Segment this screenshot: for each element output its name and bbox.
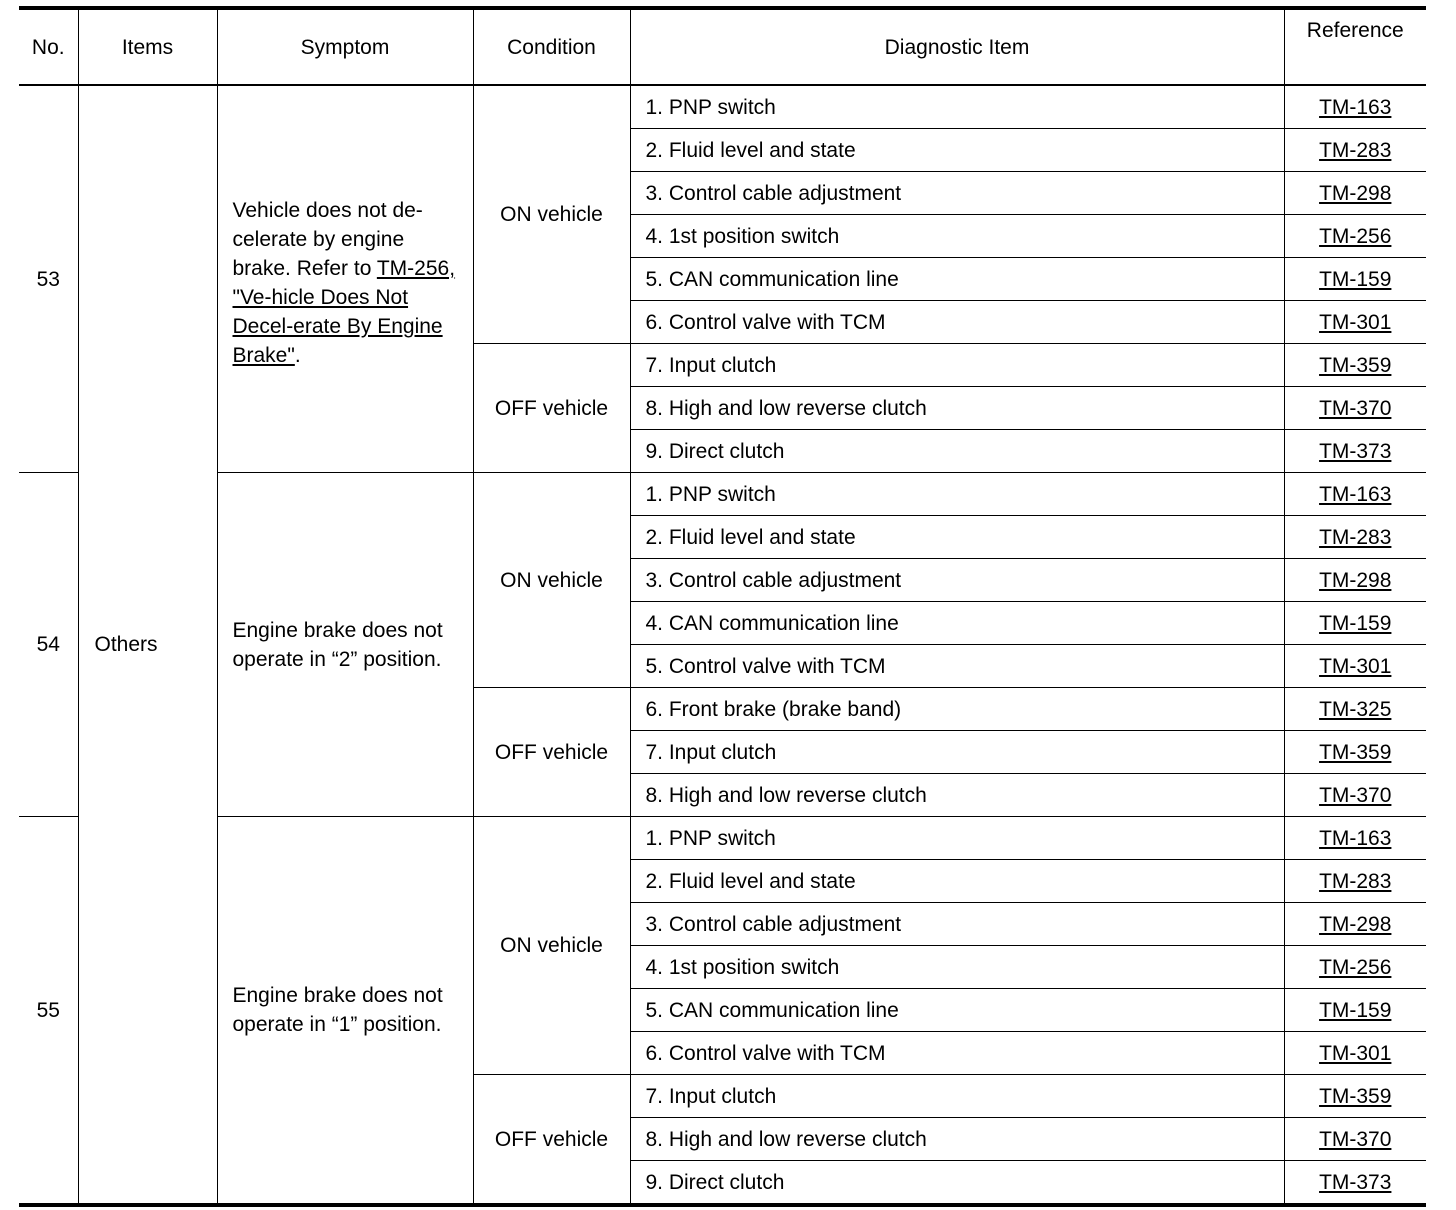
- reference-link[interactable]: TM-163: [1319, 482, 1392, 506]
- diagnostic-item: 2. Fluid level and state: [630, 516, 1284, 559]
- diagnostic-item: 3. Control cable adjustment: [630, 172, 1284, 215]
- reference-cell: [1284, 559, 1426, 602]
- table-row: [19, 85, 1426, 129]
- reference-cell: [1284, 602, 1426, 645]
- reference-link[interactable]: TM-301: [1319, 1041, 1392, 1065]
- reference-link[interactable]: TM-298: [1319, 181, 1392, 205]
- reference-link[interactable]: TM-301: [1319, 310, 1392, 334]
- condition-on: ON vehicle: [473, 85, 630, 344]
- symptom-cell: Engine brake does not operate in “1” position.: [217, 817, 473, 1206]
- reference-link[interactable]: TM-301: [1319, 654, 1392, 678]
- reference-cell: [1284, 688, 1426, 731]
- diagnostic-item: 9. Direct clutch: [630, 1161, 1284, 1206]
- table-row: [19, 817, 1426, 860]
- reference-cell: [1284, 1075, 1426, 1118]
- header-diagnostic-item: Diagnostic Item: [630, 8, 1284, 85]
- reference-cell: [1284, 645, 1426, 688]
- diagnostic-item: 7. Input clutch: [630, 731, 1284, 774]
- reference-cell: [1284, 516, 1426, 559]
- reference-link[interactable]: TM-298: [1319, 568, 1392, 592]
- reference-link[interactable]: TM-359: [1319, 740, 1392, 764]
- reference-cell: [1284, 731, 1426, 774]
- reference-link[interactable]: TM-373: [1319, 1170, 1392, 1194]
- reference-cell: [1284, 946, 1426, 989]
- reference-link[interactable]: TM-283: [1319, 525, 1392, 549]
- reference-link[interactable]: TM-159: [1319, 611, 1392, 635]
- header-items: Items: [78, 8, 217, 85]
- diagnostic-item: 1. PNP switch: [630, 817, 1284, 860]
- symptom-text: Vehicle does not de-celerate by engine brake. Refer to: [232, 199, 423, 280]
- diagnostic-item: 6. Front brake (brake band): [630, 688, 1284, 731]
- reference-link[interactable]: TM-159: [1319, 267, 1392, 291]
- diagnostic-item: 2. Fluid level and state: [630, 860, 1284, 903]
- reference-cell: [1284, 817, 1426, 860]
- condition-off: OFF vehicle: [473, 344, 630, 473]
- diagnostic-item: 8. High and low reverse clutch: [630, 1118, 1284, 1161]
- reference-link[interactable]: TM-359: [1319, 353, 1392, 377]
- reference-link[interactable]: TM-370: [1319, 783, 1392, 807]
- reference-link[interactable]: TM-325: [1319, 697, 1392, 721]
- diagnostic-item: 7. Input clutch: [630, 1075, 1284, 1118]
- diagnostic-item: 5. Control valve with TCM: [630, 645, 1284, 688]
- condition-off: OFF vehicle: [473, 688, 630, 817]
- symptom-suffix: .: [294, 344, 301, 367]
- diagnostic-item: 4. CAN communication line: [630, 602, 1284, 645]
- reference-link[interactable]: TM-256: [1319, 955, 1392, 979]
- diagnostic-item: 1. PNP switch: [630, 473, 1284, 516]
- row-number: 54: [19, 473, 78, 817]
- diagnostic-item: 5. CAN communication line: [630, 989, 1284, 1032]
- reference-cell: [1284, 860, 1426, 903]
- reference-cell: [1284, 129, 1426, 172]
- reference-cell: [1284, 430, 1426, 473]
- row-number: 55: [19, 817, 78, 1206]
- reference-link[interactable]: TM-256: [1319, 224, 1392, 248]
- reference-link[interactable]: TM-373: [1319, 439, 1392, 463]
- reference-link[interactable]: TM-163: [1319, 95, 1392, 119]
- reference-cell: [1284, 301, 1426, 344]
- header-symptom: Symptom: [217, 8, 473, 85]
- reference-link[interactable]: TM-159: [1319, 998, 1392, 1022]
- reference-cell: [1284, 903, 1426, 946]
- reference-link[interactable]: TM-283: [1319, 869, 1392, 893]
- diagnostic-item: 1. PNP switch: [630, 85, 1284, 129]
- diagnostic-item: 3. Control cable adjustment: [630, 559, 1284, 602]
- reference-cell: [1284, 1161, 1426, 1206]
- symptom-cell: Engine brake does not operate in “2” position.: [217, 473, 473, 817]
- reference-link[interactable]: TM-370: [1319, 1127, 1392, 1151]
- diagnostic-item: 3. Control cable adjustment: [630, 903, 1284, 946]
- header-reference: Reference: [1284, 8, 1426, 85]
- diagnostic-table: [19, 6, 1426, 1207]
- reference-link[interactable]: TM-298: [1319, 912, 1392, 936]
- header-row: [19, 8, 1426, 85]
- items-cell: Others: [78, 85, 217, 1205]
- reference-cell: [1284, 258, 1426, 301]
- reference-cell: [1284, 473, 1426, 516]
- condition-off: OFF vehicle: [473, 1075, 630, 1206]
- diagnostic-item: 6. Control valve with TCM: [630, 301, 1284, 344]
- reference-cell: [1284, 85, 1426, 129]
- reference-link[interactable]: TM-370: [1319, 396, 1392, 420]
- reference-cell: [1284, 387, 1426, 430]
- reference-cell: [1284, 989, 1426, 1032]
- diagnostic-item: 7. Input clutch: [630, 344, 1284, 387]
- diagnostic-item: 9. Direct clutch: [630, 430, 1284, 473]
- condition-on: ON vehicle: [473, 473, 630, 688]
- header-condition: Condition: [473, 8, 630, 85]
- reference-link[interactable]: TM-359: [1319, 1084, 1392, 1108]
- reference-cell: [1284, 344, 1426, 387]
- row-number: 53: [19, 85, 78, 473]
- diagnostic-item: 2. Fluid level and state: [630, 129, 1284, 172]
- symptom-cell: [217, 85, 473, 473]
- reference-cell: [1284, 215, 1426, 258]
- diagnostic-item: 8. High and low reverse clutch: [630, 387, 1284, 430]
- diagnostic-item: 8. High and low reverse clutch: [630, 774, 1284, 817]
- condition-on: ON vehicle: [473, 817, 630, 1075]
- reference-cell: [1284, 1032, 1426, 1075]
- header-no: No.: [19, 8, 78, 85]
- diagnostic-item: 6. Control valve with TCM: [630, 1032, 1284, 1075]
- reference-link[interactable]: TM-163: [1319, 826, 1392, 850]
- reference-cell: [1284, 172, 1426, 215]
- diagnostic-item: 4. 1st position switch: [630, 946, 1284, 989]
- table-row: [19, 473, 1426, 516]
- diagnostic-item: 5. CAN communication line: [630, 258, 1284, 301]
- reference-cell: [1284, 774, 1426, 817]
- reference-link[interactable]: TM-283: [1319, 138, 1392, 162]
- symptom-reference-link[interactable]: TM-256, "Ve-hicle Does Not Decel-erate By Engine Brake": [232, 257, 456, 367]
- reference-cell: [1284, 1118, 1426, 1161]
- diagnostic-item: 4. 1st position switch: [630, 215, 1284, 258]
